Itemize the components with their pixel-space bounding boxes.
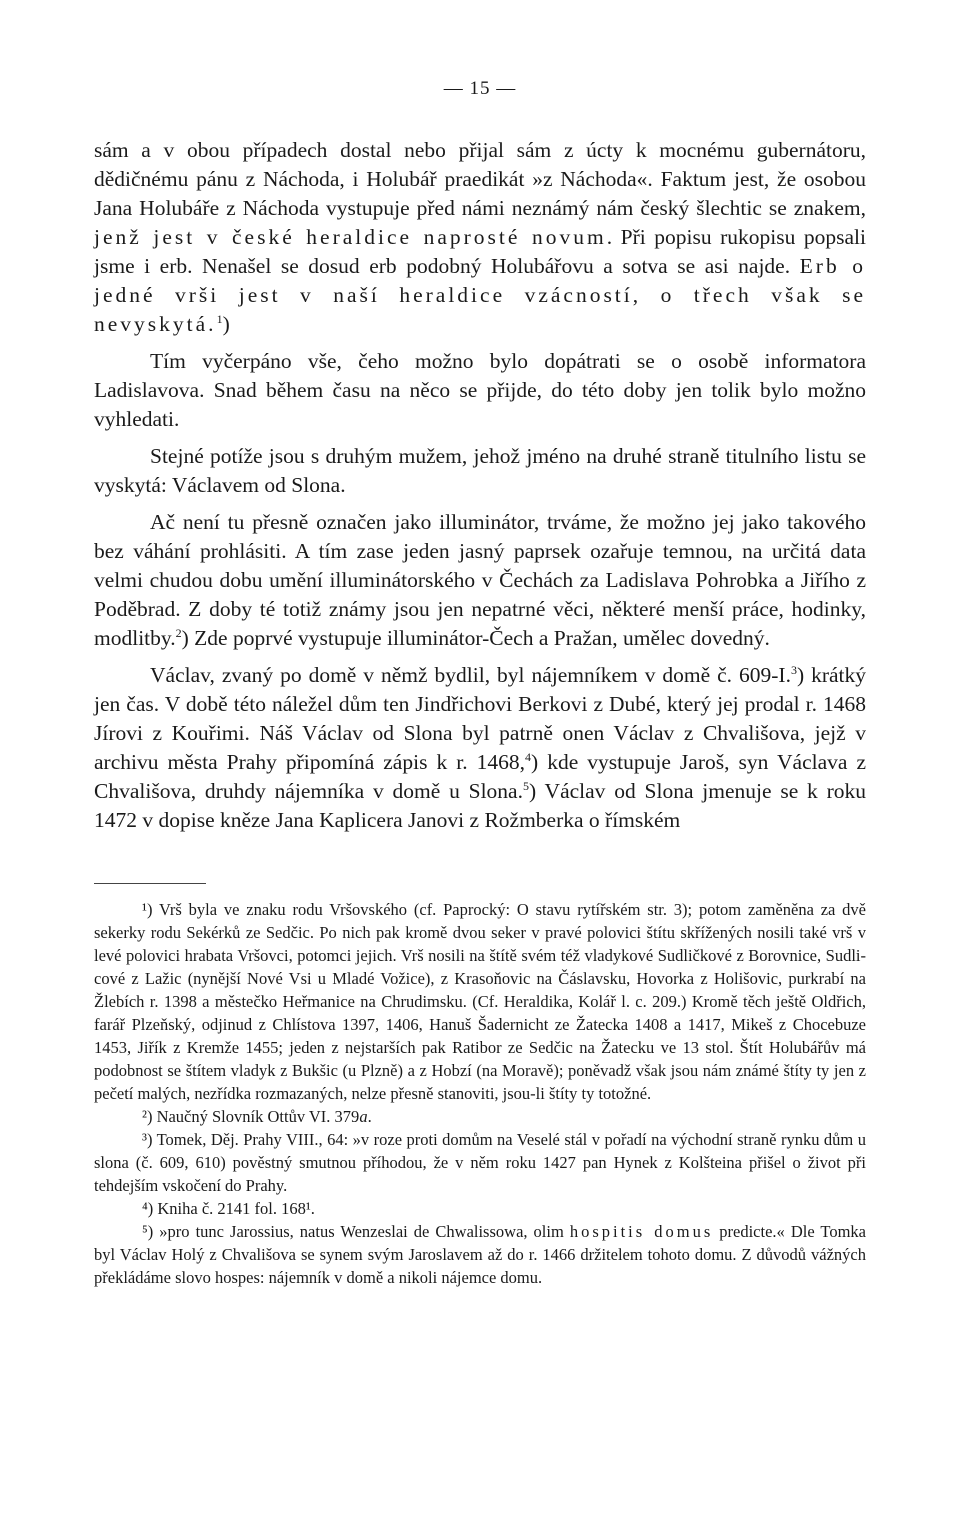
footnote-5-text: ) »pro tunc Jarossius, natus Wenzeslai de Chwalissowa, olim [147, 1222, 570, 1241]
footnote-2 [94, 1105, 866, 1128]
paragraph-5-text-d: ) Václav od Slona jmenuje se k roku 1472 v dopise kněze Jana Kaplicera Janovi z Rožmberka o římském [94, 779, 866, 832]
paragraph-4 [94, 508, 866, 653]
paragraph-3: Stejné potíže jsou s druhým mužem, jehož jméno na druhé straně titulního listu se vyskytá: Václavem od Slona. [94, 444, 866, 497]
footnote-5-mark: ⁵ [142, 1222, 148, 1241]
footnote-3 [94, 1128, 866, 1197]
footnote-divider [94, 883, 206, 884]
footnote-2-italic: a [359, 1107, 368, 1126]
footnote-2-end: . [367, 1107, 372, 1126]
footnote-5 [94, 1220, 866, 1289]
footnote-5-end: predicte.« Dle Tomka byl Václav Holý z Chvališova se synem svým Jaroslavem až do r. 1466 držitelem tohoto domu. Z důvodů vážných překládáme slovo hospes: nájemník v domě a nikoli nájemce domu. [94, 1222, 866, 1287]
paragraph-4-text: Ač není tu přesně označen jako illuminátor, trváme, že možno jej jako takového bez váhání prohlásiti. A tím zase jeden jasný paprsek ozařuje temnou, na určitá data velmi chudou dobu umění illuminátorského v Čechách za Ladislava Pohrobka a Jiřího z Poděbrad. Z doby té totiž známy jsou jen nepatrné věci, některé menší práce, hodinky, modlitby. [94, 510, 866, 650]
paragraph-1 [94, 136, 866, 339]
footnote-1-text: ) Vrš byla ve znaku rodu Vršovského (cf. Paprocký: O stavu rytířském str. 3); potom zaměněna za dvě sekerky rodu Sekérků ze Sedčic. Po nich pak kromě dvou seker v pravé polovici štítu skřížených nosili také vrš v levé polovici hrabata Vršovci, potomci jejich. Vrš nosili na štítě svém též vladykové Sudličkové z Borovnice, Sudlicové z Lažic (nynější Nové Vsi u Mladé Vožice), z Krasoňovic na Čáslavsku, Hovorka z Holišovic, purkrabí na Žlebích r. 1398 a městečko Heřmanice na Chrudimsku. (Cf. Heraldika, Kolář l. c. 209.) Kromě těch ještě Oldřich, farář Plzeňský, odjinud z Chlístova 1397, 1406, Hanuš Šadernicht ze Žatecka 1408 a 1417, Mikeš z Chocebuze 1453, Jiřík z Kremže 1455; jeden z nejstarších pak Ratibor ze Sedčic na Žatecku ve 13 stol. Štít Holubářův má podobnost se štítem vladyk z Bukšic (u Plzně) a z Hobzí (na Moravě); poněvadž však jsou nám známé štíty ty jen z pečetí malých, nezřídka rozmazaných, nelze přesně stanoviti, jsou-li štíty ty totožné. [94, 900, 866, 1103]
footnote-3-text: ) Tomek, Děj. Prahy VIII., 64: »v roze proti domům na Veselé stál v pořadí na východní straně rynku dům u slona (č. 609, 610) pověstný smutnou příhodou, že v něm roku 1427 pan Hynek z Kolšteina přišel o život při tehdejším vskočení do Prahy. [94, 1130, 866, 1195]
footnote-ref-2: 2 [175, 625, 182, 640]
footnote-4-mark: ⁴ [142, 1199, 148, 1218]
footnote-4 [94, 1197, 866, 1220]
page-number: — 15 — [443, 78, 517, 99]
paragraph-2: Tím vyčerpáno vše, čeho možno bylo dopátrati se o osobě informatora Ladislavova. Snad během času na něco se přijde, do této doby jen tolik bylo možno vyhledati. [94, 349, 866, 431]
body-text [94, 136, 866, 843]
footnote-2-text: ) Naučný Slovník Ottův VI. 379 [146, 1107, 360, 1126]
footnote-ref-4: 4 [525, 749, 532, 764]
footnote-ref-1: 1 [216, 311, 223, 326]
paragraph-5-text: Václav, zvaný po domě v němž bydlil, byl nájemníkem v domě č. 609-I. [150, 663, 791, 687]
footnote-3-mark: ³ [142, 1130, 147, 1149]
footnote-1-mark: ¹ [142, 900, 147, 919]
spaced-emphasis: jenž jest v české heraldice naprosté novum [94, 225, 607, 249]
footnote-4-text: ) Kniha č. 2141 fol. 168¹. [147, 1199, 315, 1218]
spaced-emphasis-2: Erb o jedné vrši jest v naší heraldice vzácností, o třech však se nevyskytá. [94, 254, 866, 336]
footnote-2-mark: ² [142, 1107, 147, 1126]
footnote-5-spaced: hospitis domus [569, 1222, 714, 1241]
footnote-1 [94, 898, 866, 1105]
footnotes [94, 898, 866, 1289]
paragraph-1-end: ) [222, 312, 230, 336]
footnote-ref-5: 5 [522, 778, 529, 793]
paragraph-5 [94, 661, 866, 835]
footnote-ref-3: 3 [790, 662, 797, 677]
paragraph-1-text: sám a v obou případech dostal nebo přijal sám z úcty k mocnému gubernátoru, dědičnému pánu z Náchoda, i Holubář praedikát »z Náchoda«. Faktum jest, že osobou Jana Holubáře z Náchoda vystupuje před námi neznámý nám český šlechtic se znakem, [94, 138, 866, 220]
paragraph-4-end: ) Zde poprvé vystupuje illuminátor-Čech a Pražan, umělec dovedný. [181, 626, 770, 650]
paragraph-5-text-c: ) kde vystupuje Jaroš, syn Václava z Chvališova, druhdy nájemníka v domě u Slona. [94, 750, 867, 803]
paragraph-5-text-b: ) krátký jen čas. V době této náležel dům ten Jindřichovi Berkovi z Dubé, který jej prodal r. 1468 Jírovi z Kouřimi. Náš Václav od Slona byl patrně onen Václav z Chvališova, jejž v archivu města Prahy připomíná zápis k r. 1468, [94, 663, 866, 774]
paragraph-1-text-cont: . Při popisu rukopisu popsali jsme i erb. Nenašel se dosud erb podobný Holubářovu a sotva se asi najde. [94, 225, 866, 278]
